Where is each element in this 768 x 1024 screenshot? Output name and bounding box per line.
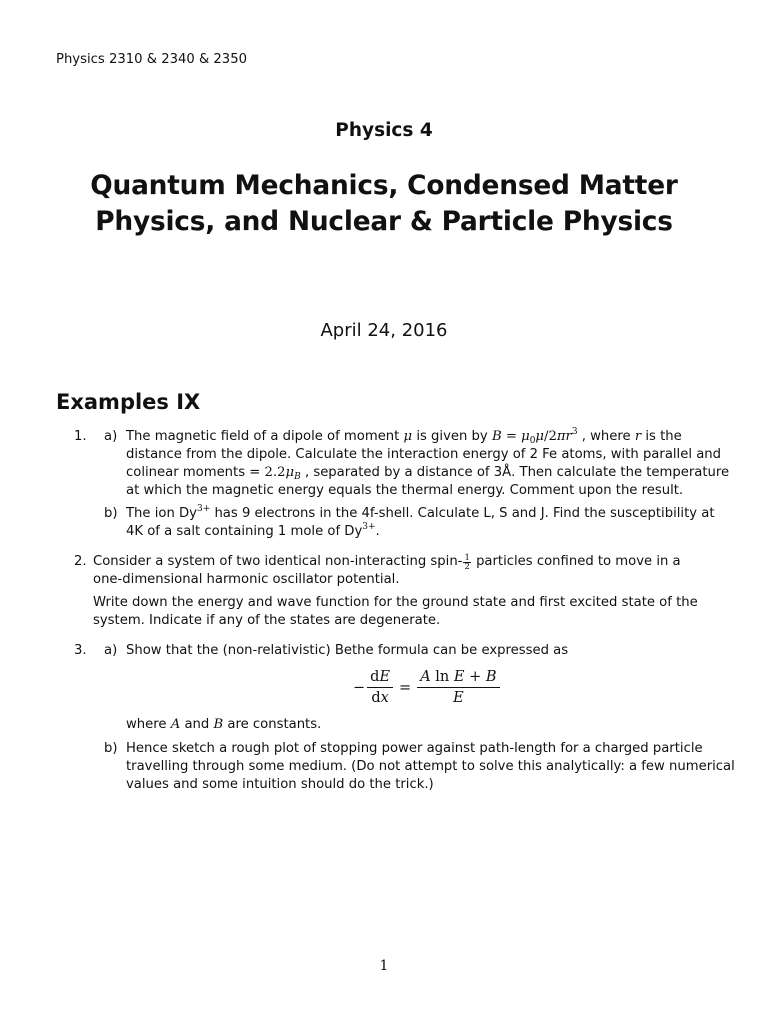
one-half-fraction: $\frac{1}{2}$ xyxy=(464,553,470,572)
problem-1b-line-1: The ion $Dy^{3+}$ has 9 electrons in the 4f-shell. Calculate L, S and J. Find the susceptibility at xyxy=(126,504,715,521)
document-date: April 24, 2016 xyxy=(320,320,448,341)
main-title-line-2: Physics, and Nuclear & Particle Physics xyxy=(95,206,673,237)
course-title: Physics 4 xyxy=(335,120,433,141)
problem-3-number: 3. xyxy=(74,643,87,658)
main-title xyxy=(40,168,728,240)
bethe-formula: − $\frac{dE}{dx}$ = $\frac{\text{A ln E + B}}{E}$ xyxy=(353,668,502,707)
problem-2-line-2: one-dimensional harmonic oscillator potential. xyxy=(93,572,400,587)
problem-1a-label: a) xyxy=(104,429,118,444)
problem-3a-label: a) xyxy=(104,643,118,658)
problem-1-number: 1. xyxy=(74,429,87,444)
problem-3b-line-3: values and some intuition should do the trick.) xyxy=(126,777,434,792)
problem-2-line-4: system. Indicate if any of the states are degenerate. xyxy=(93,613,441,628)
problem-3b-line-1: Hence sketch a rough plot of stopping power against path-length for a charged particle xyxy=(126,741,703,756)
problem-3a-where-line: where A and B are constants. xyxy=(126,717,322,732)
problem-1b-label: b) xyxy=(104,506,118,521)
page-number: 1 xyxy=(379,958,389,974)
problem-1a-line-2: distance from the dipole. Calculate the interaction energy of 2 Fe atoms, with parallel and xyxy=(126,447,722,462)
course-header: Physics 2310 & 2340 & 2350 xyxy=(56,52,247,67)
problem-1a-line-1: The magnetic field of a dipole of moment μ is given by $B = \mu_0\mu/2\pi r^3$ , where r is the xyxy=(126,427,682,446)
problem-3a-line-1: Show that the (non-relativistic) Bethe formula can be expressed as xyxy=(126,643,569,658)
section-title: Examples IX xyxy=(56,390,201,414)
problem-1b-line-2: 4K of a salt containing 1 mole of $Dy^{3+}$. xyxy=(126,522,380,539)
problem-2-line-1: Consider a system of two identical non-interacting spin- $\frac{1}{2}$ particles confined to move in a xyxy=(93,553,681,572)
problem-2-number: 2. xyxy=(74,554,87,569)
main-title-line-1: Quantum Mechanics, Condensed Matter xyxy=(90,170,678,201)
problem-3b-line-2: travelling through some medium. (Do not attempt to solve this analytically: a few numerical xyxy=(126,759,735,774)
problem-2-line-3: Write down the energy and wave function for the ground state and first excited state of the xyxy=(93,595,698,610)
problem-3b-label: b) xyxy=(104,741,118,756)
problem-1a-line-4: at which the magnetic energy equals the thermal energy. Comment upon the result. xyxy=(126,483,684,498)
problem-1a-line-3: colinear moments = $2.2\mu_B$ , separated by a distance of 3Å. Then calculate the temperature xyxy=(126,465,730,482)
